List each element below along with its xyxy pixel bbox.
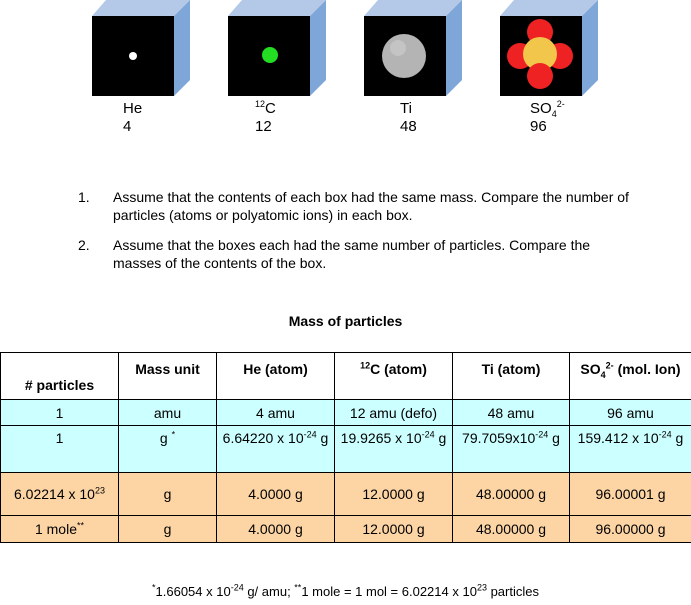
he-box — [90, 0, 192, 96]
table-header-row — [1, 353, 691, 400]
he-mass: 4 — [123, 118, 132, 135]
cell-particles: 1 mole** — [1, 516, 119, 543]
cell-unit: g * — [119, 426, 217, 473]
table-title: Mass of particles — [288, 313, 403, 329]
cell-so4: 159.412 x $10^{-24}$ g — [570, 426, 691, 473]
he-particle — [129, 52, 137, 60]
c-label — [255, 100, 276, 136]
cell-unit: g — [119, 516, 217, 543]
ti-mass: 48 — [400, 118, 417, 135]
header-particles: # particles — [1, 353, 119, 400]
header-c: $^{12}$C (atom) — [335, 353, 453, 400]
cell-ti: 48 amu — [453, 400, 570, 426]
table-row — [1, 473, 691, 516]
question-number: 2. — [78, 237, 90, 253]
header-mass-unit: Mass unit — [119, 353, 217, 400]
cell-unit: g — [119, 473, 217, 516]
c-symbol: $^{12}$C — [255, 99, 276, 117]
c-box — [226, 0, 328, 96]
so4-box — [498, 0, 600, 96]
cell-ti: $79.7059x10^{-24}$ g — [453, 426, 570, 473]
question-text: Assume that the boxes each had the same number of particles. Compare the masses of the contents of the box. — [113, 237, 591, 271]
cell-c: 12 amu (defo) — [335, 400, 453, 426]
cell-c: 12.0000 g — [335, 516, 453, 543]
cell-he: 4.0000 g — [217, 516, 335, 543]
c-particle — [262, 47, 278, 63]
cell-he: 6.64220 x $10^{-24}$ g — [217, 426, 335, 473]
ti-box — [362, 0, 464, 96]
cell-so4: 96.00001 g — [570, 473, 691, 516]
mass-table — [0, 352, 691, 543]
ti-particle — [382, 34, 426, 78]
cell-he: 4 amu — [217, 400, 335, 426]
header-ti: Ti (atom) — [453, 353, 570, 400]
cell-particles: 6.02214 x $10^{23}$ — [1, 473, 119, 516]
header-he: He (atom) — [217, 353, 335, 400]
he-symbol: He — [123, 100, 143, 117]
ti-label — [400, 100, 417, 136]
ti-symbol: Ti — [400, 100, 412, 117]
table-row — [1, 516, 691, 543]
cell-particles: 1 — [1, 426, 119, 473]
cell-particles: 1 — [1, 400, 119, 426]
c-mass: 12 — [255, 118, 272, 135]
header-so4: $SO_4^{2-}$ (mol. Ion) — [570, 353, 691, 400]
cell-he: 4.0000 g — [217, 473, 335, 516]
cell-so4: 96 amu — [570, 400, 691, 426]
so4-symbol: $SO_4^{2-}$ — [530, 99, 565, 119]
question-number: 1. — [78, 189, 90, 205]
cell-so4: 96.00000 g — [570, 516, 691, 543]
cell-ti: 48.00000 g — [453, 516, 570, 543]
question-text: Assume that the contents of each box had the same mass. Compare the number of particles (atoms or polyatomic ions) in each box. — [113, 189, 629, 223]
cell-c: 19.9265 x $10^{-24}$ g — [335, 426, 453, 473]
table-row — [1, 400, 691, 426]
so4-label — [530, 100, 565, 136]
table-row — [1, 426, 691, 473]
cell-ti: 48.00000 g — [453, 473, 570, 516]
so4-mass: 96 — [530, 118, 547, 135]
he-label — [123, 100, 142, 136]
cell-c: 12.0000 g — [335, 473, 453, 516]
cell-unit: amu — [119, 400, 217, 426]
footnote: *1.66054 x $10^{-24}$ g/ amu; **1 mole = 1 mol = 6.02214 x $10^{23}$ particles — [152, 582, 539, 599]
